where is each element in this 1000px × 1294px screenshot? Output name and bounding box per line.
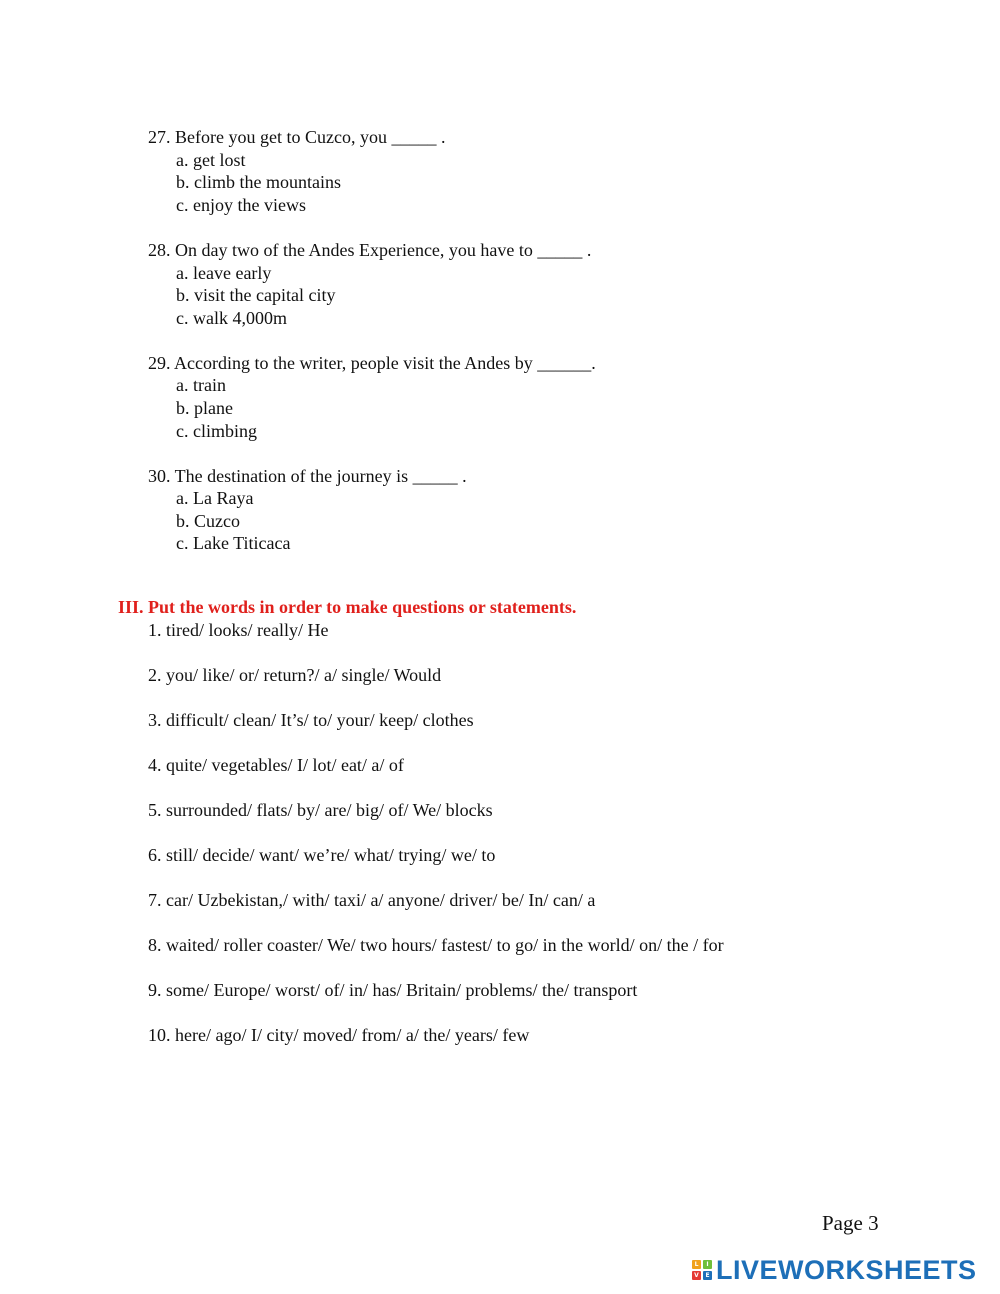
question-27-option-b: b. climb the mountains bbox=[176, 172, 341, 192]
question-27-option-a: a. get lost bbox=[176, 150, 246, 170]
question-28-option-a: a. leave early bbox=[176, 263, 272, 283]
logo-mark-i: I bbox=[703, 1260, 712, 1269]
question-29-option-a: a. train bbox=[176, 375, 226, 395]
question-30-option-b: b. Cuzco bbox=[176, 511, 240, 531]
reorder-item-9: 9. some/ Europe/ worst/ of/ in/ has/ Britain/ problems/ the/ transport bbox=[148, 980, 638, 1000]
section-3-title: III. Put the words in order to make questions or statements. bbox=[118, 597, 577, 617]
question-28-option-b: b. visit the capital city bbox=[176, 285, 336, 305]
page-number: Page 3 bbox=[822, 1211, 879, 1235]
reorder-item-5: 5. surrounded/ flats/ by/ are/ big/ of/ We/ blocks bbox=[148, 800, 493, 820]
question-29-stem: 29. According to the writer, people visit the Andes by ______. bbox=[148, 353, 596, 373]
logo-mark-v: V bbox=[692, 1271, 701, 1280]
question-30-stem: 30. The destination of the journey is _____ . bbox=[148, 466, 467, 486]
question-30-option-a: a. La Raya bbox=[176, 488, 254, 508]
reorder-item-1: 1. tired/ looks/ really/ He bbox=[148, 620, 329, 640]
question-30-option-c: c. Lake Titicaca bbox=[176, 533, 291, 553]
question-29-option-b: b. plane bbox=[176, 398, 233, 418]
reorder-item-10: 10. here/ ago/ I/ city/ moved/ from/ a/ the/ years/ few bbox=[148, 1025, 530, 1045]
reorder-item-4: 4. quite/ vegetables/ I/ lot/ eat/ a/ of bbox=[148, 755, 404, 775]
logo-mark-icon bbox=[692, 1260, 712, 1280]
reorder-item-7: 7. car/ Uzbekistan,/ with/ taxi/ a/ anyone/ driver/ be/ In/ can/ a bbox=[148, 890, 596, 910]
reorder-item-6: 6. still/ decide/ want/ we’re/ what/ trying/ we/ to bbox=[148, 845, 496, 865]
question-28-stem: 28. On day two of the Andes Experience, you have to _____ . bbox=[148, 240, 592, 260]
logo-mark-l: L bbox=[692, 1260, 701, 1269]
reorder-item-8: 8. waited/ roller coaster/ We/ two hours/ fastest/ to go/ in the world/ on/ the / for bbox=[148, 935, 724, 955]
reorder-item-3: 3. difficult/ clean/ It’s/ to/ your/ keep/ clothes bbox=[148, 710, 474, 730]
question-27-stem: 27. Before you get to Cuzco, you _____ . bbox=[148, 127, 446, 147]
question-28-option-c: c. walk 4,000m bbox=[176, 308, 287, 328]
reorder-item-2: 2. you/ like/ or/ return?/ a/ single/ Would bbox=[148, 665, 442, 685]
logo-mark-e: E bbox=[703, 1271, 712, 1280]
question-27-option-c: c. enjoy the views bbox=[176, 195, 306, 215]
question-29-option-c: c. climbing bbox=[176, 421, 257, 441]
liveworksheets-logo bbox=[692, 1254, 977, 1286]
logo-text: LIVEWORKSHEETS bbox=[716, 1255, 977, 1285]
